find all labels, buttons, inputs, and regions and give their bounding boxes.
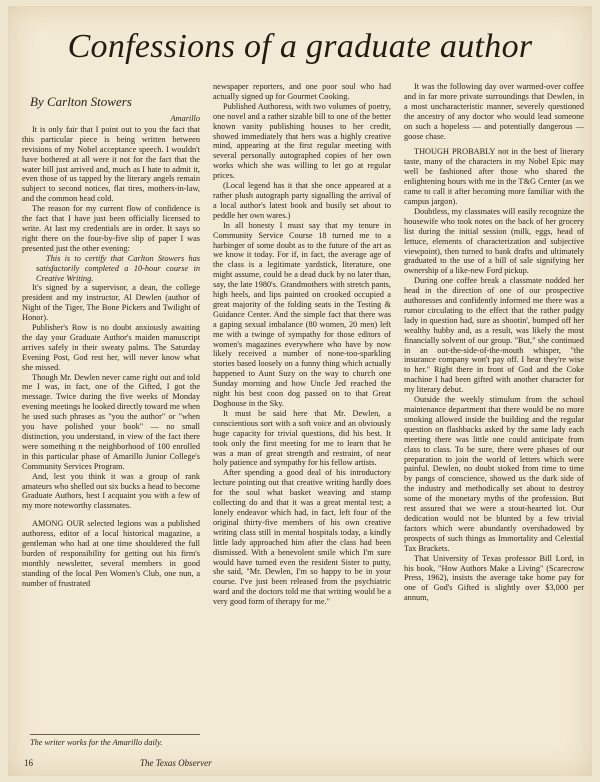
paragraph: After spending a good deal of his introductory lecture pointing out that creative writing hardly does for the soul what basket weaving and stamp collecting do and that it was a great mental test; a lonely endeavor which had, in fact, left four of the original thirty-five members of his own creative writing class still in mental hospitals today, a kindly little lady approached him after the class had been dismissed. With a benevolent smile which I'm sure would have turned even the resident Sister to putty, she said, "Mr. Dewlen, I'm so happy to be in your course. I've just been released from the psychiatric ward and the doctors told me that writing would be a very good form of therapy for me."	[213, 468, 391, 607]
paragraph: During one coffee break a classmate nodded her head in the direction of one of our prospective authoresses and confidently informed me there was a rumor circulating to the effect that the rather pudgy lady in question had, sure as shootin', bumped off her wealthy hubby and, as a result, was likely the most financially solvent of our group. "But," she continued in an out-the-side-of-the-mouth whisper, "the insurance company won't pay off. I hear they're wise to her." Right there in front of God and the Coke machine I had been gifted with another character for my literary debut.	[404, 276, 584, 395]
paragraph: It was the following day over warmed-over coffee and in far more private surroundings that Dewlen, in a most uncharacteristic manner, severely questioned the ancestry of any doctor who would lead someone on such a hopeless — and potentially dangerous — goose chase.	[404, 82, 584, 141]
paragraph: Published Authoress, with two volumes of poetry, one novel and a rather sizable bill to one of the better known vanity publishing houses to her credit, showed immediately that hers was a highly creative mind, appearing at the first regular meeting with several personally autographed copies of her own works which she was willing to let go at regular prices.	[213, 101, 391, 181]
paragraph: Though Mr. Dewlen never came right out and told me I was, in fact, one of the Gifted, I got the message. Twice during the five weeks of Monday evening meetings he looked directly toward me when he used such phrases as "you the author" or "when you have polished your book" — no small distinction, you understand, in view of the fact there were something n the neighborhood of 100 enrolled in this particular phase of Amarillo Junior College's Community Services Program.	[22, 372, 200, 471]
paragraph: Publisher's Row is no doubt anxiously awaiting the day your Graduate Author's maiden manuscript arrives safely in their sweaty palms. The Saturday Evening Post, God rest her, will never know what she missed.	[22, 323, 200, 372]
section-paragraph: THOUGH PROBABLY not in the best of literary taste, many of the characters in my Nobel Epic may well be fashioned after those who shared the enlightening hours with me in the T&G Center (as we came to call it after becoming more familiar with the campus jargon).	[404, 147, 584, 206]
page-number: 16	[24, 758, 33, 768]
dateline: Amarillo	[170, 114, 200, 123]
article-headline: Confessions of a graduate author	[67, 28, 533, 65]
paragraph: Outside the weekly stimulum from the school maintenance department that there would be no more smoking allowed inside the building and the regular question on flashbacks asked by the same lady each meeting there was little one could anticipate from class to class. To be sure, there were phases of our preparation to join the world of letters which were painful. Dewlen, no doubt stoked from time to time by pangs of conscience, showed us the dark side of the industry and methodically set about to destroy some of the monetary myths of the profession. But rest assured that we were a stout-hearted lot. Our dedication would not be blunted by a few trivial factors which were abundantly overshadowed by prospects of such things as Immortality and Celestial Tax Brackets.	[404, 395, 584, 553]
paragraph: It is only fair that I point out to you the fact that this particular piece is being written between revisions of my Nobel acceptance speech. I wouldn't have bothered at all were it not for the fact that the water bill just arrived and, much as I hate to admit it, even those of us tapped by the literary angels remain subject to second notices, flat tires, mothers-in-law, and the common head cold.	[22, 124, 200, 204]
paragraph: The reason for my current flow of confidence is the fact that I have just been officially licensed to write. At last my credentials are in order. It says so right there on the four-by-five slip of paper I was presented just the other evening:	[22, 204, 200, 253]
paragraph: That University of Texas professor Bill Lord, in his book, "How Authors Make a Living" (Scarecrow Press, 1962), insists the average take home pay for one of God's Gifted is slightly over $3,000 per annum,	[404, 553, 584, 603]
paragraph: It's signed by a supervisor, a dean, the college president and my instructor, Al Dewlen (author of Night of the Tiger, The Bone Pickers and Twilight of Honor).	[22, 283, 200, 323]
section-paragraph: AMONG OUR selected legions was a published authoress, editor of a local historical magazine, a gentleman who had at one time shouldered the full burden of responsibility for getting out his firm's monthly newsletter, several members in good standing of the local Pen Women's Club, one nun, a number of frustrated	[22, 519, 200, 588]
magazine-page	[8, 6, 592, 776]
paragraph: (Local legend has it that she once appeared at a rather plush autograph party signalling the arrival of a local author's latest book and busily set about to peddle her own wares.)	[213, 181, 391, 220]
paragraph: And, lest you think it was a group of rank amateurs who shelled out six bucks a head to become Graduate Authors, best I acquaint you with a few of my more noteworthy classmates.	[22, 471, 200, 511]
byline: By Carlton Stowers	[30, 94, 132, 109]
paragraph: Doubtless, my classmates will easily recognize the housewife who took notes on the back of her grocery list during the initial session (milk, eggs, head of lettuce, elements of characterization and subjective viewpoint), then turned to bank drafts and ultimately graduated to the use of a bill of sale signifying her ownership of a like-new Ford pickup.	[404, 206, 584, 276]
certificate-quote: This is to certify that Carlton Stowers has satisfactorily completed a 10-hour course in Creative Writing.	[36, 253, 200, 283]
article-column-3	[404, 82, 584, 744]
author-footnote: The writer works for the Amarillo daily.	[30, 734, 200, 747]
paragraph: It must be said here that Mr. Dewlen, a conscientious sort with a soft voice and an obviously huge capacity for trivial questions, did his best. It took only the first meeting for me to learn that he was a man of great strength and restraint, of near holy patience and sympathy for his fellow artists.	[213, 408, 391, 468]
paragraph: newspaper reporters, and one poor soul who had actually signed up for Gourmet Cooking.	[213, 82, 391, 101]
paragraph: In all honesty I must say that my tenure in Community Service Course 18 turned me to a harbinger of some doubt as to the future of the art as we know it today. For if, in fact, the average age of the class is a legitimate yardstick, literature, one might assume, could be a dead duck by no later than, say, the late 1980's. Grandmothers with stretch pants, high heels, and lips painted on crooked occupied a great majority of the folding seats in the Testing & Guidance Center. And the simple fact that there was a gaping sexual imbalance (80 women, 20 men) left me with a twinge of sympathy for those editors of women's magazines everywhere who have by now likely received a number of none-too-sparkling stories based loosely on a funny thing which actually happened to Aunt Suzy on the way to church one Sunday morning and how Uncle Jed reached the night his best coon dog passed on to that Great Doghouse in the Sky.	[213, 220, 391, 408]
publication-name: The Texas Observer	[140, 758, 212, 768]
article-column-1	[22, 94, 200, 744]
article-column-2	[213, 82, 391, 744]
